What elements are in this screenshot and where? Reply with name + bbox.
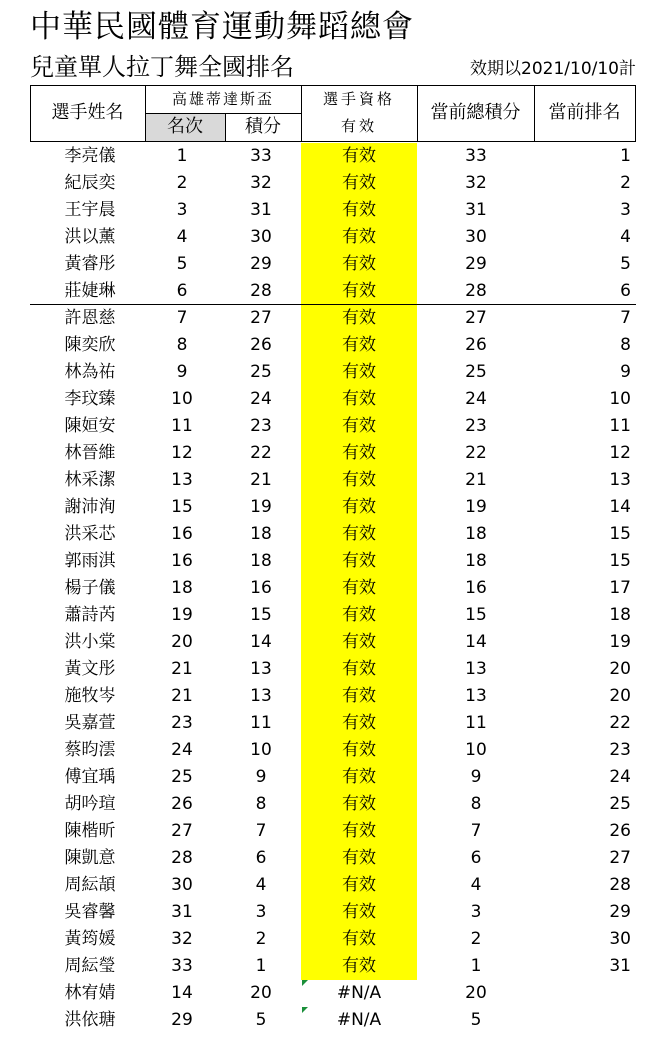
qualification-status: #N/A xyxy=(336,983,382,1003)
event-rank: 4 xyxy=(176,227,188,247)
top-six-divider xyxy=(30,304,636,305)
page-title: 中華民國體育運動舞蹈總會 xyxy=(30,9,414,45)
current-rank: 24 xyxy=(609,767,631,787)
event-points: 15 xyxy=(250,605,272,625)
event-points: 9 xyxy=(255,767,267,787)
qualification-status: 有效 xyxy=(301,143,417,170)
current-rank: 4 xyxy=(620,227,631,247)
qualification-status: 有效 xyxy=(301,683,417,710)
event-rank: 18 xyxy=(171,578,193,598)
event-rank: 24 xyxy=(171,740,193,760)
total-points: 28 xyxy=(465,281,487,301)
header-qualification-valid: 有效 xyxy=(340,117,377,135)
event-points: 33 xyxy=(250,146,272,166)
player-name: 洪采芯 xyxy=(64,524,116,544)
table-row xyxy=(30,413,636,440)
current-rank: 25 xyxy=(609,794,631,814)
player-name: 李亮儀 xyxy=(64,146,116,166)
qualification-status: 有效 xyxy=(301,602,417,629)
event-rank: 19 xyxy=(171,605,193,625)
total-points: 1 xyxy=(470,956,482,976)
total-points: 32 xyxy=(465,173,487,193)
qualification-status: 有效 xyxy=(301,899,417,926)
current-rank: 1 xyxy=(620,146,631,166)
event-rank: 6 xyxy=(176,281,188,301)
qualification-status: 有效 xyxy=(301,818,417,845)
table-row xyxy=(30,305,636,332)
table-row xyxy=(30,710,636,737)
player-name: 胡吟瑄 xyxy=(64,794,116,814)
event-rank: 23 xyxy=(171,713,193,733)
current-rank: 27 xyxy=(609,848,631,868)
event-points: 1 xyxy=(255,956,267,976)
qualification-status: 有效 xyxy=(301,845,417,872)
total-points: 11 xyxy=(465,713,487,733)
qualification-status: 有效 xyxy=(301,764,417,791)
current-rank: 18 xyxy=(609,605,631,625)
event-rank: 25 xyxy=(171,767,193,787)
event-points: 21 xyxy=(250,470,272,490)
player-name: 吳嘉萱 xyxy=(64,713,116,733)
current-rank: 15 xyxy=(609,551,631,571)
qualification-status: 有效 xyxy=(301,521,417,548)
total-points: 21 xyxy=(465,470,487,490)
current-rank: 9 xyxy=(620,362,631,382)
total-points: 25 xyxy=(465,362,487,382)
event-points: 24 xyxy=(250,389,272,409)
event-points: 20 xyxy=(250,983,272,1003)
event-points: 11 xyxy=(250,713,272,733)
header-event: 高雄蒂達斯盃 xyxy=(171,90,274,108)
table-row xyxy=(30,494,636,521)
total-points: 2 xyxy=(470,929,482,949)
current-rank: 28 xyxy=(609,875,631,895)
table-header xyxy=(30,85,636,141)
event-rank: 21 xyxy=(171,686,193,706)
total-points: 31 xyxy=(465,200,487,220)
event-points: 27 xyxy=(250,308,272,328)
current-rank: 23 xyxy=(609,740,631,760)
event-points: 22 xyxy=(250,443,272,463)
event-rank: 9 xyxy=(176,362,188,382)
header-qualification: 選手資格 xyxy=(322,90,395,108)
event-points: 18 xyxy=(250,551,272,571)
event-rank: 14 xyxy=(171,983,193,1003)
player-name: 黃文彤 xyxy=(64,659,116,679)
current-rank: 20 xyxy=(609,686,631,706)
total-points: 13 xyxy=(465,686,487,706)
total-points: 19 xyxy=(465,497,487,517)
total-points: 13 xyxy=(465,659,487,679)
event-points: 5 xyxy=(255,1010,267,1030)
current-rank: 20 xyxy=(609,659,631,679)
player-name: 施牧岑 xyxy=(64,686,116,706)
event-rank: 20 xyxy=(171,632,193,652)
total-points: 5 xyxy=(470,1010,482,1030)
player-name: 莊婕琳 xyxy=(64,281,116,301)
player-name: 洪依瑭 xyxy=(64,1010,116,1030)
ranking-table-body xyxy=(30,143,636,1034)
current-rank: 29 xyxy=(609,902,631,922)
player-name: 陳楷昕 xyxy=(64,821,116,841)
event-rank: 15 xyxy=(171,497,193,517)
qualification-status: 有效 xyxy=(301,359,417,386)
event-points: 32 xyxy=(250,173,272,193)
current-rank: 30 xyxy=(609,929,631,949)
event-rank: 28 xyxy=(171,848,193,868)
event-rank: 27 xyxy=(171,821,193,841)
current-rank: 7 xyxy=(620,308,631,328)
table-row xyxy=(30,683,636,710)
header-border-right xyxy=(635,85,636,142)
event-rank: 11 xyxy=(171,416,193,436)
qualification-status: 有效 xyxy=(301,224,417,251)
total-points: 8 xyxy=(470,794,482,814)
event-rank: 1 xyxy=(176,146,188,166)
qualification-status: 有效 xyxy=(301,413,417,440)
current-rank: 2 xyxy=(620,173,631,193)
player-name: 楊子儀 xyxy=(64,578,116,598)
player-name: 王宇晨 xyxy=(64,200,116,220)
player-name: 周紜頡 xyxy=(64,875,116,895)
event-rank: 5 xyxy=(176,254,188,274)
qualification-status: 有效 xyxy=(301,629,417,656)
total-points: 6 xyxy=(470,848,482,868)
qualification-status: 有效 xyxy=(301,251,417,278)
header-current-rank: 當前排名 xyxy=(548,102,621,123)
total-points: 4 xyxy=(470,875,482,895)
table-row xyxy=(30,953,636,980)
header-rank: 名次 xyxy=(167,116,203,137)
total-points: 30 xyxy=(465,227,487,247)
player-name: 蔡昀澐 xyxy=(64,740,116,760)
event-points: 10 xyxy=(250,740,272,760)
table-row xyxy=(30,143,636,170)
player-name: 黃睿彤 xyxy=(64,254,116,274)
table-row xyxy=(30,386,636,413)
current-rank: 12 xyxy=(609,443,631,463)
total-points: 22 xyxy=(465,443,487,463)
current-rank: 5 xyxy=(620,254,631,274)
current-rank: 11 xyxy=(609,416,631,436)
total-points: 18 xyxy=(465,524,487,544)
table-row xyxy=(30,629,636,656)
event-points: 25 xyxy=(250,362,272,382)
table-row xyxy=(30,170,636,197)
qualification-status: 有效 xyxy=(301,953,417,980)
error-indicator-icon xyxy=(302,1007,308,1013)
table-row xyxy=(30,602,636,629)
event-points: 26 xyxy=(250,335,272,355)
current-rank: 8 xyxy=(620,335,631,355)
current-rank: 26 xyxy=(609,821,631,841)
header-name: 選手姓名 xyxy=(51,102,124,123)
player-name: 傅宜瑀 xyxy=(64,767,116,787)
current-rank: 15 xyxy=(609,524,631,544)
player-name: 紀辰奕 xyxy=(64,173,116,193)
event-points: 14 xyxy=(250,632,272,652)
qualification-status: 有效 xyxy=(301,467,417,494)
event-rank: 16 xyxy=(171,524,193,544)
event-points: 2 xyxy=(255,929,267,949)
current-rank: 6 xyxy=(620,281,631,301)
event-points: 23 xyxy=(250,416,272,436)
table-row xyxy=(30,359,636,386)
current-rank: 13 xyxy=(609,470,631,490)
table-row xyxy=(30,332,636,359)
event-rank: 32 xyxy=(171,929,193,949)
event-sub-border xyxy=(145,113,301,114)
table-row xyxy=(30,467,636,494)
player-name: 洪以薰 xyxy=(64,227,116,247)
event-rank: 8 xyxy=(176,335,188,355)
total-points: 23 xyxy=(465,416,487,436)
event-points: 29 xyxy=(250,254,272,274)
current-rank: 10 xyxy=(609,389,631,409)
qualification-status: 有效 xyxy=(301,710,417,737)
current-rank: 3 xyxy=(620,200,631,220)
qualification-status: 有效 xyxy=(301,575,417,602)
current-rank: 22 xyxy=(609,713,631,733)
event-rank: 13 xyxy=(171,470,193,490)
total-points: 15 xyxy=(465,605,487,625)
table-row xyxy=(30,575,636,602)
qualification-status: 有效 xyxy=(301,170,417,197)
qualification-status: 有效 xyxy=(301,332,417,359)
error-indicator-icon xyxy=(302,980,308,986)
player-name: 陳凱意 xyxy=(64,848,116,868)
total-points: 9 xyxy=(470,767,482,787)
event-rank: 33 xyxy=(171,956,193,976)
table-row xyxy=(30,737,636,764)
event-rank: 7 xyxy=(176,308,188,328)
table-row xyxy=(30,845,636,872)
qualification-status: 有效 xyxy=(301,548,417,575)
event-points: 19 xyxy=(250,497,272,517)
event-rank: 2 xyxy=(176,173,188,193)
qualification-status: 有效 xyxy=(301,440,417,467)
event-rank: 12 xyxy=(171,443,193,463)
total-points: 18 xyxy=(465,551,487,571)
player-name: 陳姮安 xyxy=(64,416,116,436)
event-points: 3 xyxy=(255,902,267,922)
total-points: 14 xyxy=(465,632,487,652)
header-bottom-border xyxy=(30,141,636,142)
table-row xyxy=(30,278,636,305)
table-row xyxy=(30,197,636,224)
table-row xyxy=(30,764,636,791)
table-row xyxy=(30,791,636,818)
table-row xyxy=(30,818,636,845)
event-rank: 29 xyxy=(171,1010,193,1030)
event-rank: 31 xyxy=(171,902,193,922)
event-points: 6 xyxy=(255,848,267,868)
player-name: 許恩慈 xyxy=(64,308,116,328)
total-points: 10 xyxy=(465,740,487,760)
table-row xyxy=(30,251,636,278)
qualification-status: 有效 xyxy=(301,278,417,305)
player-name: 吳睿馨 xyxy=(64,902,116,922)
header-total: 當前總積分 xyxy=(430,102,521,123)
table-row xyxy=(30,872,636,899)
table-row xyxy=(30,1007,636,1034)
table-row xyxy=(30,224,636,251)
event-points: 16 xyxy=(250,578,272,598)
table-row xyxy=(30,926,636,953)
qualification-status: 有效 xyxy=(301,197,417,224)
event-points: 4 xyxy=(255,875,267,895)
qualification-status: #N/A xyxy=(336,1010,382,1030)
page-subtitle: 兒童單人拉丁舞全國排名 xyxy=(30,53,294,81)
event-points: 18 xyxy=(250,524,272,544)
current-rank: 19 xyxy=(609,632,631,652)
table-row xyxy=(30,548,636,575)
effective-date: 效期以2021/10/10計 xyxy=(470,59,636,79)
header-top-border xyxy=(30,85,636,86)
event-rank: 26 xyxy=(171,794,193,814)
total-points: 33 xyxy=(465,146,487,166)
player-name: 林采潔 xyxy=(64,470,116,490)
event-points: 13 xyxy=(250,659,272,679)
qualification-status: 有效 xyxy=(301,305,417,332)
event-rank: 3 xyxy=(176,200,188,220)
player-name: 郭雨淇 xyxy=(64,551,116,571)
event-points: 7 xyxy=(255,821,267,841)
qualification-status: 有效 xyxy=(301,386,417,413)
player-name: 黃筠媛 xyxy=(64,929,116,949)
player-name: 周紜瑩 xyxy=(64,956,116,976)
table-row xyxy=(30,899,636,926)
current-rank: 17 xyxy=(609,578,631,598)
total-points: 3 xyxy=(470,902,482,922)
player-name: 李玟臻 xyxy=(64,389,116,409)
event-points: 28 xyxy=(250,281,272,301)
table-row xyxy=(30,656,636,683)
event-points: 13 xyxy=(250,686,272,706)
event-rank: 10 xyxy=(171,389,193,409)
table-row xyxy=(30,980,636,1007)
current-rank: 31 xyxy=(609,956,631,976)
player-name: 陳奕欣 xyxy=(64,335,116,355)
total-points: 27 xyxy=(465,308,487,328)
player-name: 林晉維 xyxy=(64,443,116,463)
total-points: 29 xyxy=(465,254,487,274)
player-name: 謝沛洵 xyxy=(64,497,116,517)
total-points: 20 xyxy=(465,983,487,1003)
event-rank: 16 xyxy=(171,551,193,571)
qualification-status: 有效 xyxy=(301,494,417,521)
table-row xyxy=(30,440,636,467)
player-name: 林宥婧 xyxy=(64,983,116,1003)
event-points: 30 xyxy=(250,227,272,247)
total-points: 16 xyxy=(465,578,487,598)
event-rank: 21 xyxy=(171,659,193,679)
total-points: 24 xyxy=(465,389,487,409)
qualification-status: 有效 xyxy=(301,737,417,764)
qualification-status: 有效 xyxy=(301,926,417,953)
player-name: 洪小棠 xyxy=(64,632,116,652)
qualification-status: 有效 xyxy=(301,872,417,899)
current-rank: 14 xyxy=(609,497,631,517)
event-points: 31 xyxy=(250,200,272,220)
total-points: 26 xyxy=(465,335,487,355)
total-points: 7 xyxy=(470,821,482,841)
table-row xyxy=(30,521,636,548)
event-rank: 30 xyxy=(171,875,193,895)
header-points: 積分 xyxy=(245,116,281,137)
player-name: 蕭詩芮 xyxy=(64,605,116,625)
event-points: 8 xyxy=(255,794,267,814)
player-name: 林為祐 xyxy=(64,362,116,382)
qualification-status: 有效 xyxy=(301,791,417,818)
qualification-status: 有效 xyxy=(301,656,417,683)
